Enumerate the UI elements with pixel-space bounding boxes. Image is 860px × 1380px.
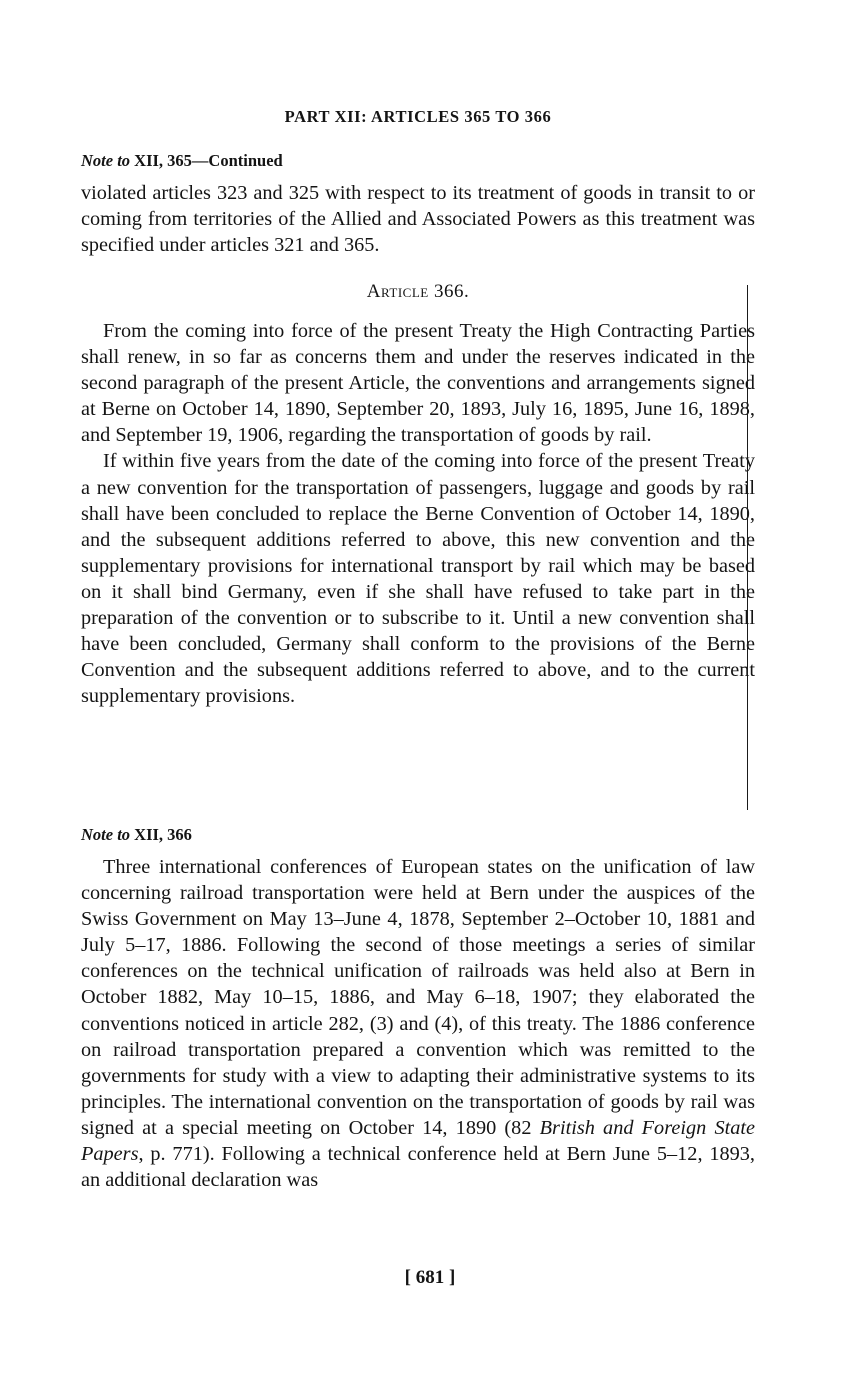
article-366-body — [81, 318, 755, 709]
note-366-text-part-2: , p. 771). Following a technical conference held at Bern June 5–12, 1893, an additional declaration was — [81, 1143, 755, 1192]
running-head: PART XII: ARTICLES 365 TO 366 — [284, 107, 552, 126]
article-paragraph-2: If within five years from the date of the coming into force of the present Treaty a new convention for the transportation of passengers, luggage and goods by rail shall have been concluded to replace the Berne Convention of October 14, 1890, and the subsequent additions referred to above, this new convention and the supplementary provisions for international transport by rail which may be based on it shall bind Germany, even if she shall have refused to take part in the preparation of the convention or to subscribe to it. Until a new convention shall have been concluded, Germany shall conform to the provisions of the Berne Convention and the subsequent additions referred to above, and to the current supplementary provisions. — [81, 450, 755, 708]
note-366-body — [81, 854, 755, 1193]
note-heading-365 — [81, 151, 283, 171]
margin-rule — [747, 285, 748, 810]
note-heading-ref: XII, 366 — [130, 825, 192, 844]
page-number: [ 681 ] — [404, 1267, 456, 1288]
note-heading-ref: XII, 365—Continued — [130, 151, 283, 170]
article-paragraph-1: From the coming into force of the present Treaty the High Contracting Parties shall renew, in so far as concerns them and under the reserves indicated in the second paragraph of the present Article, the conventions and arrangements signed at Berne on October 14, 1890, September 20, 1893, July 16, 1895, June 16, 1898, and September 19, 1906, regarding the transportation of goods by rail. — [81, 320, 755, 447]
note-heading-366 — [81, 825, 192, 845]
article-title-word: Article — [366, 281, 429, 302]
note-365-body — [81, 180, 755, 258]
note-heading-label: Note to — [81, 825, 131, 844]
citation-title: British and Foreign State Papers — [81, 1116, 755, 1166]
note-366-text — [81, 854, 755, 1193]
note-heading-label: Note to — [81, 151, 131, 170]
note-366-text-part-1: Three international conferences of European states on the unification of law concerning railroad transportation were held at Bern under the auspices of the Swiss Government on May 13–June 4, 1878, September 2–October 10, 1881 and July 5–17, 1886. Following the second of those meetings a series of similar conferences on the technical unification of railroads was held also at Bern in October 1882, May 10–15, 1886, and May 6–18, 1907; they elaborated the conventions noticed in article 282, (3) and (4), of this treaty. The 1886 conference on railroad transportation prepared a convention which was remitted to the governments for study with a view to adapting their administrative systems to its principles. The international convention on the transportation of goods by rail was signed at a special meeting on October 14, 1890 (82 — [81, 856, 755, 1139]
article-title — [81, 281, 755, 303]
note-365-text: violated articles 323 and 325 with respect to its treatment of goods in transit to or coming from territories of the Allied and Associated Powers as this treatment was specified under articles 321 and 365. — [81, 182, 755, 257]
article-title-number: 366. — [433, 281, 470, 302]
